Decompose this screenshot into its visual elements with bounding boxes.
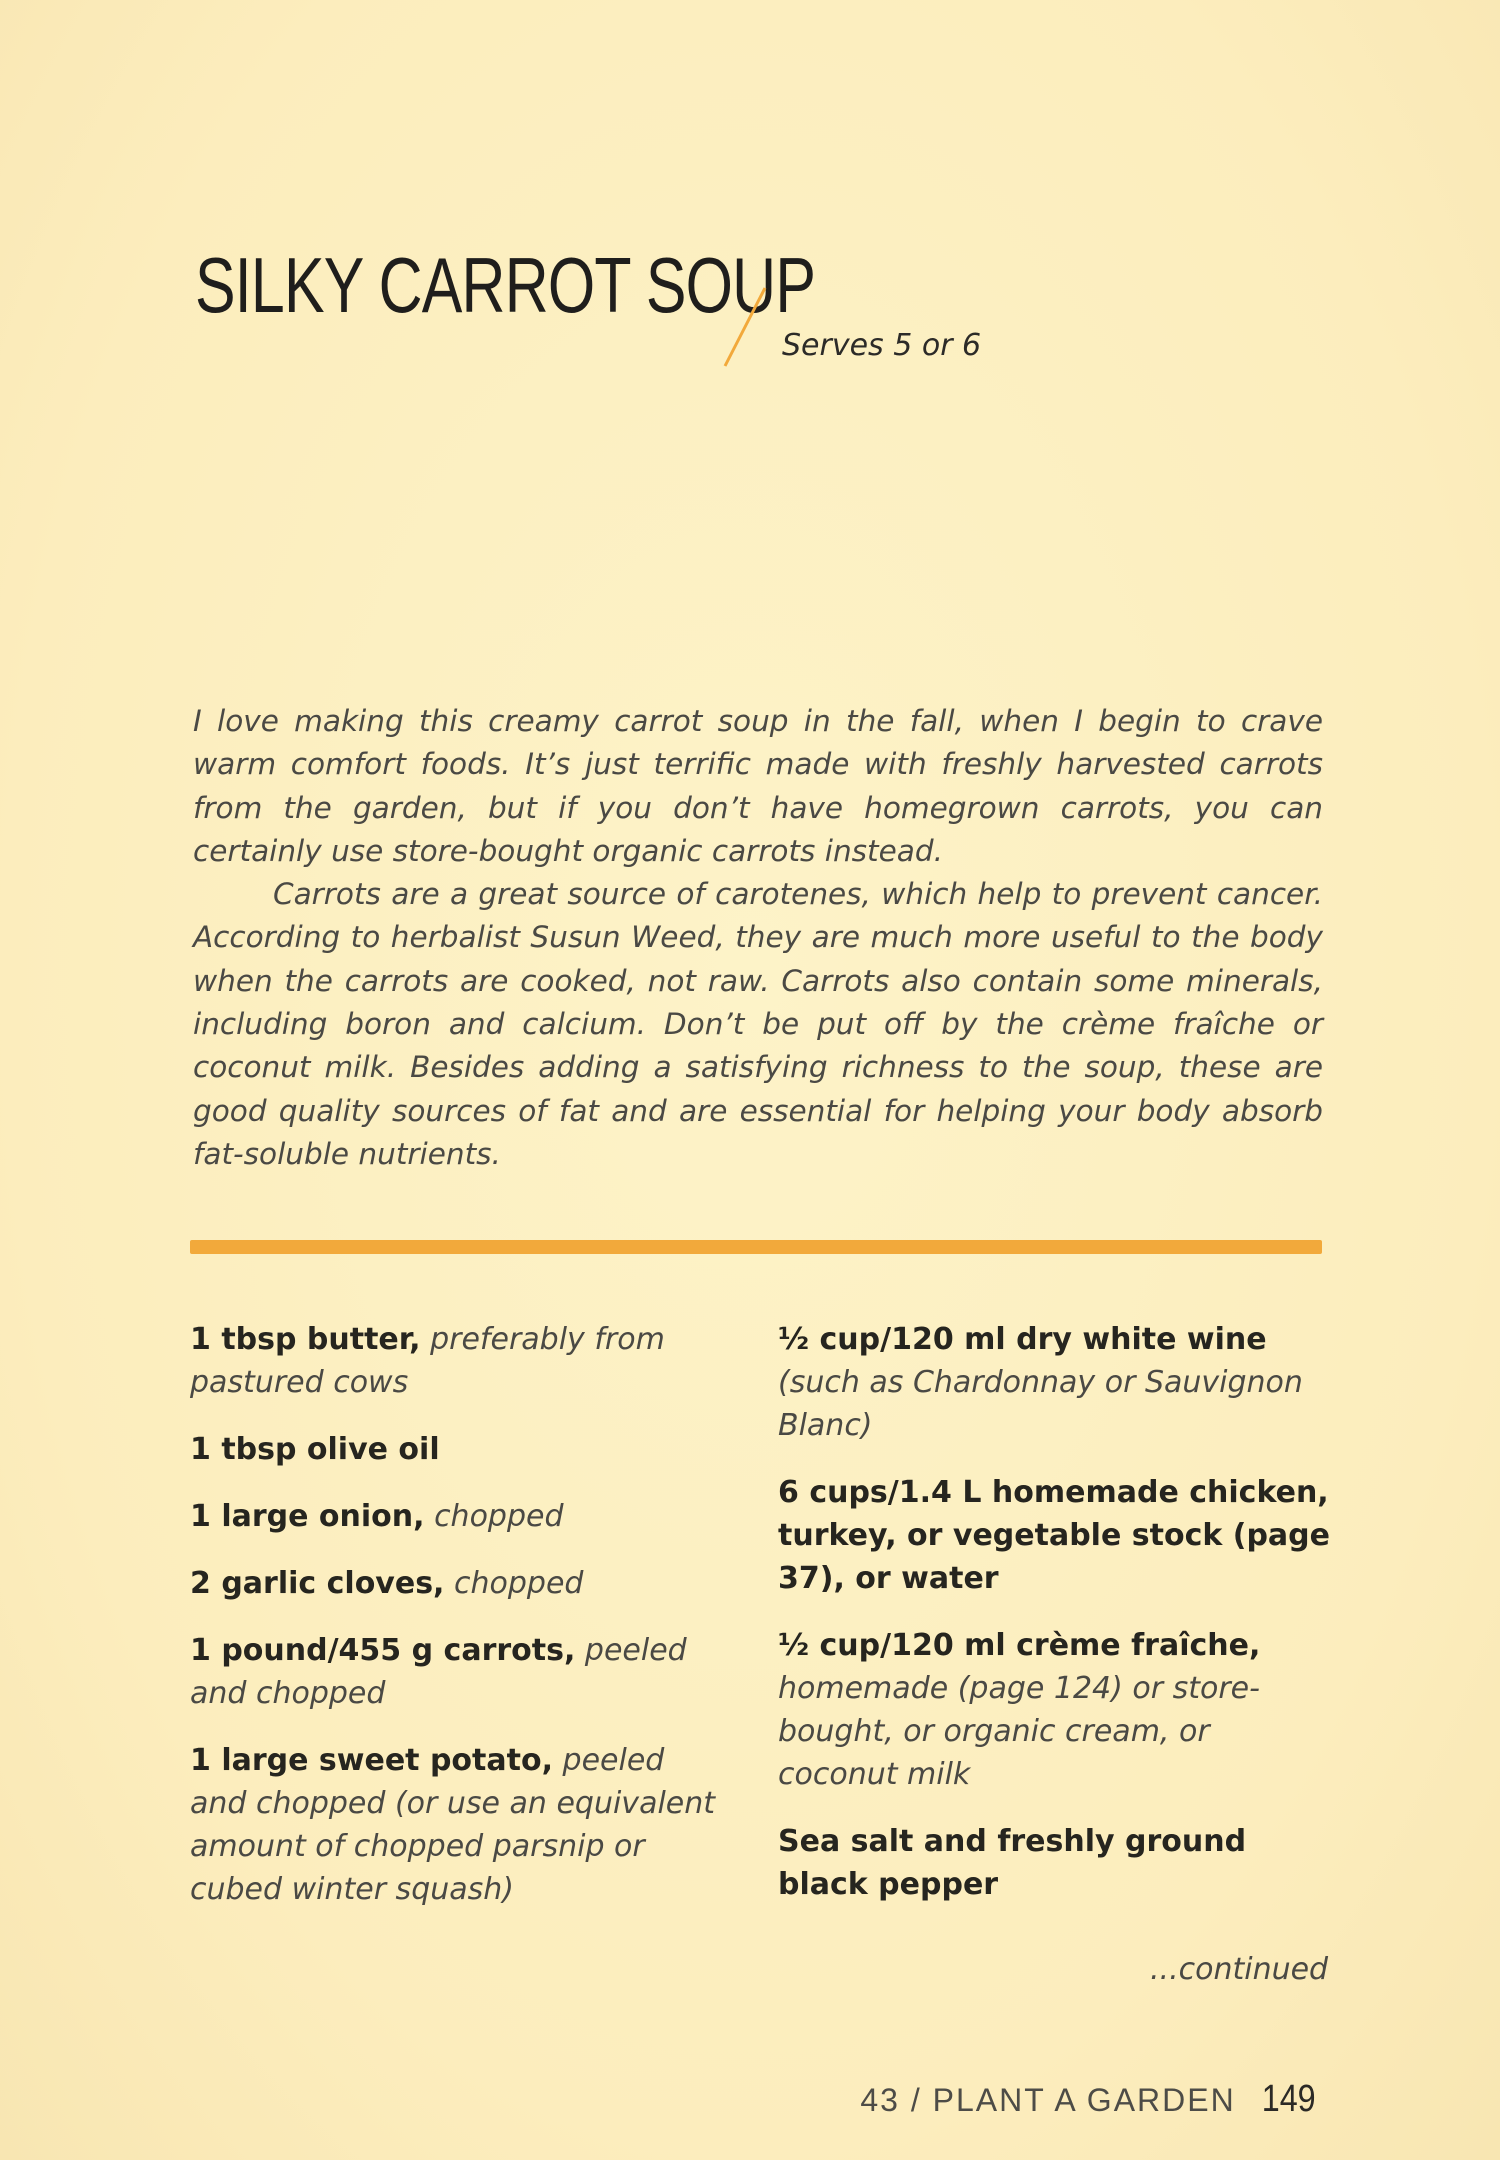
ingredient-item: ½ cup/120 ml crème fraîche, homemade (page 124) or store-bought, or organic cream, or coconut milk — [778, 1628, 1261, 1792]
intro-paragraph-2: Carrots are a great source of carotenes, which help to prevent cancer. According to herbalist Susun Weed, they are much more useful to the body when the carrots are cooked, not raw. Carrots also contain some minerals, including boron and calcium. Don’t be put off by the crème fraîche or coconut milk. Besides adding a satisfying richness to the soup, these are good quality sources of fat and are essential for helping your body absorb fat-soluble nutrients. — [193, 877, 1323, 1171]
footer-section-label: 43 / PLANT A GARDEN — [860, 2082, 1236, 2118]
ingredients-left-column — [190, 1318, 730, 1935]
ingredient-item: 2 garlic cloves, chopped — [190, 1566, 584, 1601]
ingredient-item: 1 tbsp butter, preferably from pastured cows — [190, 1322, 665, 1400]
ingredient-item: 1 large sweet potato, peeled and chopped (or use an equivalent amount of chopped parsnip or cubed winter squash) — [190, 1743, 716, 1907]
page-footer — [860, 2078, 1320, 2121]
ingredient-item: 6 cups/1.4 L homemade chicken, turkey, or vegetable stock (page 37), or water — [778, 1475, 1330, 1596]
ingredient-item: Sea salt and freshly ground black pepper — [778, 1824, 1247, 1902]
page-number: 149 — [1261, 2078, 1316, 2120]
ingredient-item: 1 large onion, chopped — [190, 1499, 564, 1534]
recipe-intro — [193, 700, 1323, 1176]
recipe-title: SILKY CARROT SOUP — [195, 241, 816, 329]
title-slash-divider — [715, 282, 775, 372]
continued-note: ...continued — [1150, 1952, 1329, 1987]
serves-info: Serves 5 or 6 — [782, 328, 982, 363]
ingredient-item: 1 tbsp olive oil — [190, 1432, 440, 1467]
ingredient-item: 1 pound/455 g carrots, peeled and chopped — [190, 1633, 687, 1711]
ingredients-right-column — [778, 1318, 1338, 1930]
intro-paragraph-1: I love making this creamy carrot soup in the fall, when I begin to crave warm comfort foods. It’s just terrific made with freshly harvested carrots from the garden, but if you don’t have homegrown carrots, you can certainly use store-bought organic carrots instead. — [193, 704, 1323, 868]
section-divider-rule — [190, 1240, 1322, 1254]
ingredient-item: ½ cup/120 ml dry white wine (such as Chardonnay or Sauvignon Blanc) — [778, 1322, 1303, 1443]
